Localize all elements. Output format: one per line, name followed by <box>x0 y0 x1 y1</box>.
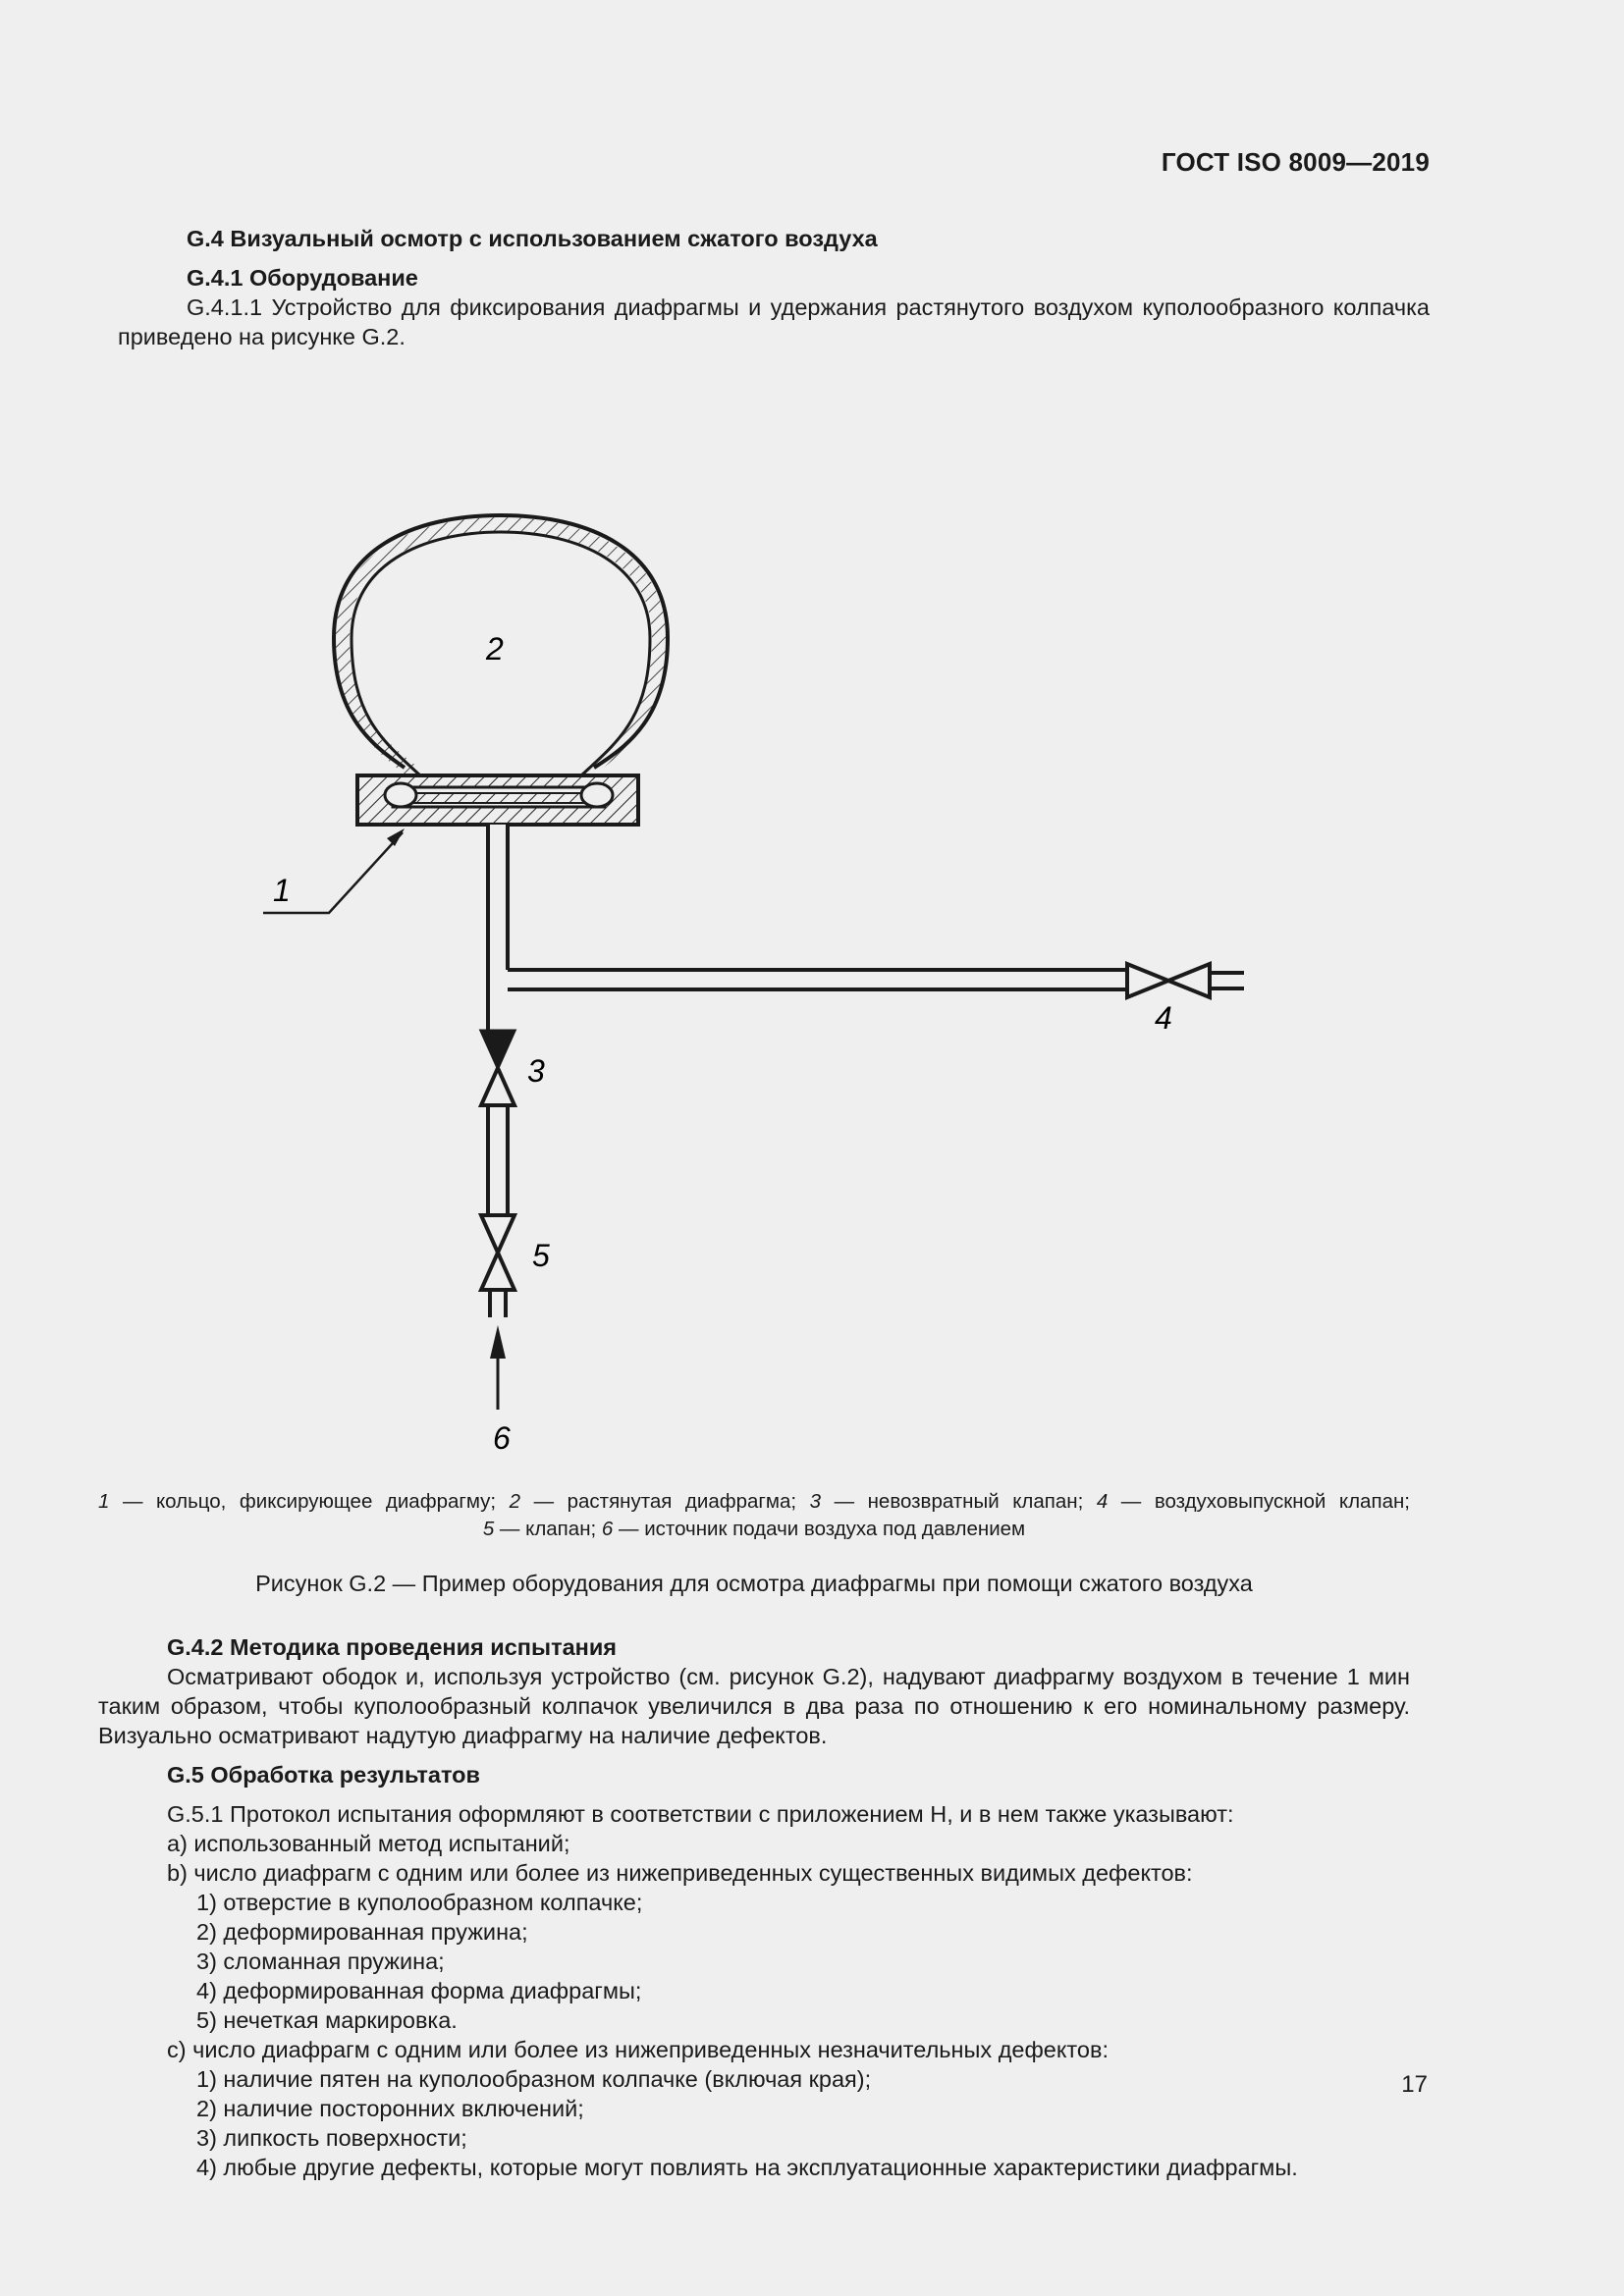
section-g4-title: G.4 Визуальный осмотр с использованием сжатого воздуха <box>187 226 878 251</box>
section-g5-title: G.5 Обработка результатов <box>167 1762 480 1788</box>
figure-label-2: 2 <box>486 631 504 667</box>
figure-label-6: 6 <box>493 1420 511 1456</box>
after-figure-content <box>98 1632 1410 2182</box>
document-id-header: ГОСТ ISO 8009—2019 <box>1161 147 1430 177</box>
figure-label-3: 3 <box>527 1053 545 1089</box>
list-item-c3: 3) липкость поверхности; <box>196 2125 467 2151</box>
list-item-b2: 2) деформированная пружина; <box>196 1919 528 1945</box>
list-item-c4: 4) любые другие дефекты, которые могут повлиять на эксплуатационные характеристики диафрагмы. <box>196 2155 1298 2180</box>
list-item-c1: 1) наличие пятен на куполообразном колпачке (включая края); <box>196 2066 872 2092</box>
list-item-b3: 3) сломанная пружина; <box>196 1949 445 1974</box>
diaphragm-test-diagram <box>98 351 1410 1480</box>
section-g51-text: G.5.1 Протокол испытания оформляют в соответствии с приложением Н, и в нем также указывают: <box>167 1801 1234 1827</box>
list-item-c2: 2) наличие посторонних включений; <box>196 2096 584 2121</box>
list-item-b1: 1) отверстие в куполообразном колпачке; <box>196 1890 643 1915</box>
page-number: 17 <box>1401 2071 1428 2098</box>
section-g42-title: G.4.2 Методика проведения испытания <box>167 1634 617 1660</box>
section-g411-text: G.4.1.1 Устройство для фиксирования диафрагмы и удержания растянутого воздухом куполообразного колпачка приведено на рисунке G.2. <box>118 294 1430 349</box>
list-item-b5: 5) нечеткая маркировка. <box>196 2007 458 2033</box>
list-item-c: c) число диафрагм с одним или более из нижеприведенных незначительных дефектов: <box>167 2037 1110 2062</box>
legend-line-1: 1 — кольцо, фиксирующее диафрагму; 2 — растянутая диафрагма; 3 — невозвратный клапан; 4 — воздуховыпускной клапан; <box>98 1490 1410 1513</box>
section-g42-text: Осматривают ободок и, используя устройство (см. рисунок G.2), надувают диафрагму воздухом в течение 1 мин таким образом, чтобы куполообразный колпачок увеличился в два раза по отношению к его номинальному размеру. Визуально осматривают надутую диафрагму на наличие дефектов. <box>98 1664 1410 1748</box>
section-g41-title: G.4.1 Оборудование <box>187 265 418 291</box>
figure-legend <box>98 1488 1410 1543</box>
list-item-b4: 4) деформированная форма диафрагмы; <box>196 1978 642 2003</box>
legend-line-2: 5 — клапан; 6 — источник подачи воздуха под давлением <box>482 1518 1026 1540</box>
figure-label-5: 5 <box>532 1238 550 1273</box>
figure-label-1: 1 <box>273 873 291 908</box>
list-item-b: b) число диафрагм с одним или более из нижеприведенных существенных видимых дефектов: <box>167 1860 1193 1886</box>
list-item-a: a) использованный метод испытаний; <box>167 1831 570 1856</box>
figure-label-4: 4 <box>1155 1000 1172 1036</box>
figure-g2 <box>98 351 1410 2180</box>
figure-caption: Рисунок G.2 — Пример оборудования для осмотра диафрагмы при помощи сжатого воздуха <box>255 1571 1253 1596</box>
